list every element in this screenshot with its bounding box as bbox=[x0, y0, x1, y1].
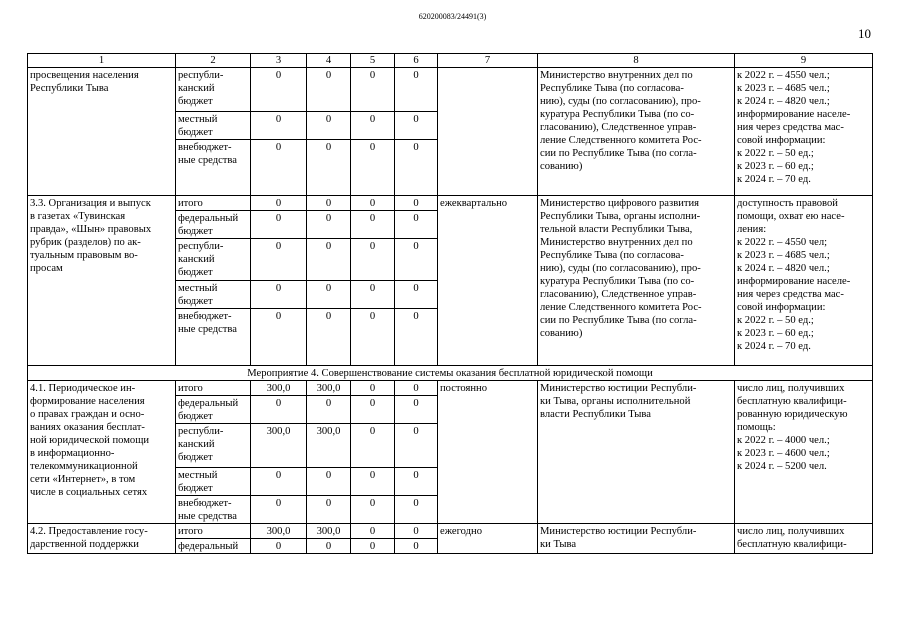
amount-cell: 0 bbox=[351, 524, 395, 539]
text-line: сованию) bbox=[540, 328, 583, 339]
amount-cell: 0 bbox=[395, 424, 438, 468]
text-line: совой информации: bbox=[737, 135, 826, 146]
text-line: итого bbox=[178, 526, 203, 537]
text-line: ваниях оказания бесплат- bbox=[30, 422, 145, 433]
responsible-executors bbox=[538, 524, 735, 554]
measure-name bbox=[28, 68, 176, 196]
text-line: бюджет bbox=[178, 267, 213, 278]
funding-source bbox=[176, 112, 251, 140]
amount-cell: 0 bbox=[395, 468, 438, 496]
text-line: в газетах «Тувинская bbox=[30, 211, 126, 222]
text-line: числе в социальных сетях bbox=[30, 487, 148, 498]
amount-cell: 300,0 bbox=[307, 524, 351, 539]
text-line: к 2024 г. – 4820 чел.; bbox=[737, 96, 830, 107]
text-line: федеральный bbox=[178, 398, 239, 409]
amount-cell: 0 bbox=[351, 424, 395, 468]
text-line: бюджет bbox=[178, 411, 213, 422]
document-code: 620200083/24491(3) bbox=[418, 12, 487, 21]
funding-source bbox=[176, 396, 251, 424]
amount-cell: 0 bbox=[351, 68, 395, 112]
amount-cell: 0 bbox=[251, 112, 307, 140]
execution-period: ежеквартально bbox=[438, 196, 538, 366]
column-header-5: 5 bbox=[351, 54, 395, 68]
text-line: республи- bbox=[178, 70, 224, 81]
text-line: федеральный bbox=[178, 213, 239, 224]
text-line: к 2023 г. – 60 ед.; bbox=[737, 328, 814, 339]
funding-source bbox=[176, 68, 251, 112]
text-line: бюджет bbox=[178, 452, 213, 463]
text-line: совой информации: bbox=[737, 302, 826, 313]
funding-source bbox=[176, 239, 251, 281]
text-line: к 2023 г. – 4685 чел.; bbox=[737, 83, 830, 94]
program-table bbox=[27, 53, 873, 554]
text-line: бюджет bbox=[178, 96, 213, 107]
text-line: внебюджет- bbox=[178, 498, 232, 509]
funding-source bbox=[176, 140, 251, 196]
amount-cell: 0 bbox=[251, 496, 307, 524]
text-line: к 2024 г. – 70 ед. bbox=[737, 174, 811, 185]
amount-cell: 300,0 bbox=[307, 424, 351, 468]
responsible-executors bbox=[538, 196, 735, 366]
measure-name bbox=[28, 524, 176, 554]
text-line: ки Тыва, органы исполнительной bbox=[540, 396, 691, 407]
text-line: канский bbox=[178, 439, 215, 450]
section-title: Мероприятие 4. Совершенствование системы оказания бесплатной юридической помощи bbox=[28, 366, 873, 381]
text-line: ния через средства мас- bbox=[737, 289, 844, 300]
text-line: местный bbox=[178, 114, 218, 125]
responsible-executors bbox=[538, 381, 735, 524]
text-line: число лиц, получивших bbox=[737, 526, 845, 537]
text-line: телекоммуникационной bbox=[30, 461, 138, 472]
column-header-9: 9 bbox=[735, 54, 873, 68]
amount-cell: 0 bbox=[395, 112, 438, 140]
text-line: бесплатную квалифици- bbox=[737, 539, 847, 550]
funding-source bbox=[176, 539, 251, 554]
amount-cell: 0 bbox=[395, 68, 438, 112]
amount-cell: 0 bbox=[395, 140, 438, 196]
amount-cell: 0 bbox=[251, 196, 307, 211]
text-line: рубрик (разделов) по ак- bbox=[30, 237, 141, 248]
text-line: нию), суды (по согласованию), про- bbox=[540, 96, 701, 107]
amount-cell: 0 bbox=[395, 281, 438, 309]
amount-cell: 0 bbox=[351, 468, 395, 496]
amount-cell: 0 bbox=[307, 68, 351, 112]
column-header-2: 2 bbox=[176, 54, 251, 68]
funding-source bbox=[176, 281, 251, 309]
amount-cell: 0 bbox=[351, 140, 395, 196]
text-line: сии по Республике Тыва (по согла- bbox=[540, 315, 697, 326]
text-line: ление Следственного комитета Рос- bbox=[540, 302, 702, 313]
text-line: сии по Республике Тыва (по согла- bbox=[540, 148, 697, 159]
column-header-8: 8 bbox=[538, 54, 735, 68]
funding-source bbox=[176, 381, 251, 396]
funding-source bbox=[176, 524, 251, 539]
text-line: информирование населе- bbox=[737, 109, 851, 120]
text-line: бюджет bbox=[178, 296, 213, 307]
text-line: информирование населе- bbox=[737, 276, 851, 287]
text-line: о правах граждан и осно- bbox=[30, 409, 145, 420]
amount-cell: 0 bbox=[307, 396, 351, 424]
funding-source bbox=[176, 309, 251, 366]
text-line: к 2022 г. – 4550 чел; bbox=[737, 237, 828, 248]
text-line: республи- bbox=[178, 426, 224, 437]
measure-name bbox=[28, 196, 176, 366]
column-header-3: 3 bbox=[251, 54, 307, 68]
funding-source bbox=[176, 211, 251, 239]
amount-cell: 0 bbox=[351, 381, 395, 396]
table-row bbox=[28, 381, 873, 396]
amount-cell: 0 bbox=[307, 281, 351, 309]
text-line: внебюджет- bbox=[178, 142, 232, 153]
text-line: к 2023 г. – 4600 чел.; bbox=[737, 448, 830, 459]
amount-cell: 0 bbox=[251, 281, 307, 309]
text-line: дарственной поддержки bbox=[30, 539, 139, 550]
text-line: к 2024 г. – 4820 чел.; bbox=[737, 263, 830, 274]
text-line: к 2023 г. – 4685 чел.; bbox=[737, 250, 830, 261]
column-header-1: 1 bbox=[28, 54, 176, 68]
text-line: ки Тыва bbox=[540, 539, 577, 550]
text-line: в информационно- bbox=[30, 448, 115, 459]
funding-source bbox=[176, 424, 251, 468]
amount-cell: 0 bbox=[307, 112, 351, 140]
text-line: Министерство юстиции Республи- bbox=[540, 526, 697, 537]
expected-results bbox=[735, 524, 873, 554]
amount-cell: 0 bbox=[307, 196, 351, 211]
text-line: местный bbox=[178, 470, 218, 481]
text-line: Республики Тыва bbox=[30, 83, 109, 94]
amount-cell: 300,0 bbox=[251, 424, 307, 468]
text-line: к 2024 г. – 5200 чел. bbox=[737, 461, 827, 472]
amount-cell: 300,0 bbox=[251, 524, 307, 539]
text-line: 3.3. Организация и выпуск bbox=[30, 198, 151, 209]
text-line: к 2022 г. – 50 ед.; bbox=[737, 148, 814, 159]
execution-period: постоянно bbox=[438, 381, 538, 524]
table-body bbox=[28, 54, 873, 554]
text-line: власти Республики Тыва bbox=[540, 409, 651, 420]
amount-cell: 300,0 bbox=[307, 381, 351, 396]
text-line: Министерство внутренних дел по bbox=[540, 70, 693, 81]
text-line: итого bbox=[178, 198, 203, 209]
text-line: просвещения населения bbox=[30, 70, 139, 81]
amount-cell: 0 bbox=[307, 496, 351, 524]
amount-cell: 0 bbox=[351, 196, 395, 211]
page-number: 10 bbox=[858, 26, 871, 41]
amount-cell: 0 bbox=[251, 68, 307, 112]
amount-cell: 0 bbox=[395, 396, 438, 424]
column-header-6: 6 bbox=[395, 54, 438, 68]
amount-cell: 0 bbox=[251, 140, 307, 196]
amount-cell: 0 bbox=[351, 396, 395, 424]
text-line: ление Следственного комитета Рос- bbox=[540, 135, 702, 146]
amount-cell: 0 bbox=[395, 211, 438, 239]
text-line: сети «Интернет», в том bbox=[30, 474, 136, 485]
text-line: ной юридической помощи bbox=[30, 435, 150, 446]
amount-cell: 0 bbox=[351, 239, 395, 281]
amount-cell: 0 bbox=[251, 211, 307, 239]
amount-cell: 0 bbox=[307, 140, 351, 196]
text-line: республи- bbox=[178, 241, 224, 252]
text-line: помощи, охват ею насе- bbox=[737, 211, 845, 222]
text-line: к 2023 г. – 60 ед.; bbox=[737, 161, 814, 172]
amount-cell: 0 bbox=[307, 539, 351, 554]
text-line: бюджет bbox=[178, 127, 213, 138]
text-line: гласованию), Следственное управ- bbox=[540, 289, 697, 300]
amount-cell: 0 bbox=[395, 381, 438, 396]
expected-results bbox=[735, 196, 873, 366]
text-line: внебюджет- bbox=[178, 311, 232, 322]
text-line: канский bbox=[178, 83, 215, 94]
execution-period bbox=[438, 68, 538, 196]
amount-cell: 0 bbox=[251, 539, 307, 554]
amount-cell: 0 bbox=[395, 524, 438, 539]
amount-cell: 0 bbox=[251, 396, 307, 424]
text-line: к 2022 г. – 4000 чел.; bbox=[737, 435, 830, 446]
text-line: гласованию), Следственное управ- bbox=[540, 122, 697, 133]
amount-cell: 0 bbox=[395, 239, 438, 281]
amount-cell: 0 bbox=[395, 539, 438, 554]
text-line: помощь: bbox=[737, 422, 776, 433]
text-line: туальным правовым во- bbox=[30, 250, 138, 261]
text-line: Министерство внутренних дел по bbox=[540, 237, 693, 248]
amount-cell: 0 bbox=[351, 309, 395, 366]
table-row bbox=[28, 524, 873, 539]
text-line: бесплатную квалифици- bbox=[737, 396, 847, 407]
amount-cell: 0 bbox=[395, 196, 438, 211]
text-line: Министерство цифрового развития bbox=[540, 198, 700, 209]
amount-cell: 0 bbox=[351, 211, 395, 239]
column-header-row bbox=[28, 54, 873, 68]
text-line: рованную юридическую bbox=[737, 409, 848, 420]
text-line: 4.1. Периодическое ин- bbox=[30, 383, 136, 394]
text-line: нию), суды (по согласованию), про- bbox=[540, 263, 701, 274]
text-line: федеральный bbox=[178, 541, 239, 552]
text-line: Республике Тыва (по согласова- bbox=[540, 250, 684, 261]
amount-cell: 0 bbox=[351, 281, 395, 309]
text-line: просам bbox=[30, 263, 63, 274]
amount-cell: 0 bbox=[307, 239, 351, 281]
amount-cell: 0 bbox=[307, 309, 351, 366]
execution-period: ежегодно bbox=[438, 524, 538, 554]
amount-cell: 0 bbox=[251, 309, 307, 366]
amount-cell: 0 bbox=[251, 239, 307, 281]
amount-cell: 0 bbox=[351, 496, 395, 524]
text-line: к 2022 г. – 50 ед.; bbox=[737, 315, 814, 326]
column-header-4: 4 bbox=[307, 54, 351, 68]
text-line: ные средства bbox=[178, 511, 237, 522]
text-line: число лиц, получивших bbox=[737, 383, 845, 394]
funding-source bbox=[176, 496, 251, 524]
text-line: ные средства bbox=[178, 324, 237, 335]
expected-results bbox=[735, 381, 873, 524]
text-line: ления: bbox=[737, 224, 767, 235]
amount-cell: 0 bbox=[251, 468, 307, 496]
text-line: куратура Республики Тыва (по со- bbox=[540, 109, 695, 120]
text-line: формирование населения bbox=[30, 396, 145, 407]
text-line: 4.2. Предоставление госу- bbox=[30, 526, 148, 537]
responsible-executors bbox=[538, 68, 735, 196]
text-line: к 2024 г. – 70 ед. bbox=[737, 341, 811, 352]
text-line: Республики Тыва, органы исполни- bbox=[540, 211, 701, 222]
text-line: доступность правовой bbox=[737, 198, 838, 209]
text-line: ные средства bbox=[178, 155, 237, 166]
funding-source bbox=[176, 468, 251, 496]
amount-cell: 0 bbox=[395, 496, 438, 524]
text-line: сованию) bbox=[540, 161, 583, 172]
table-row bbox=[28, 68, 873, 112]
text-line: к 2022 г. – 4550 чел.; bbox=[737, 70, 830, 81]
amount-cell: 0 bbox=[351, 539, 395, 554]
text-line: Республике Тыва (по согласова- bbox=[540, 83, 684, 94]
measure-name bbox=[28, 381, 176, 524]
text-line: правда», «Шын» правовых bbox=[30, 224, 152, 235]
text-line: тельной власти Республики Тыва, bbox=[540, 224, 693, 235]
funding-source bbox=[176, 196, 251, 211]
amount-cell: 0 bbox=[351, 112, 395, 140]
amount-cell: 0 bbox=[307, 211, 351, 239]
text-line: Министерство юстиции Республи- bbox=[540, 383, 697, 394]
text-line: канский bbox=[178, 254, 215, 265]
amount-cell: 300,0 bbox=[251, 381, 307, 396]
text-line: итого bbox=[178, 383, 203, 394]
amount-cell: 0 bbox=[307, 468, 351, 496]
text-line: бюджет bbox=[178, 226, 213, 237]
table-row bbox=[28, 196, 873, 211]
text-line: местный bbox=[178, 283, 218, 294]
section-row bbox=[28, 366, 873, 381]
amount-cell: 0 bbox=[395, 309, 438, 366]
text-line: бюджет bbox=[178, 483, 213, 494]
expected-results bbox=[735, 68, 873, 196]
text-line: куратура Республики Тыва (по со- bbox=[540, 276, 695, 287]
column-header-7: 7 bbox=[438, 54, 538, 68]
text-line: ния через средства мас- bbox=[737, 122, 844, 133]
